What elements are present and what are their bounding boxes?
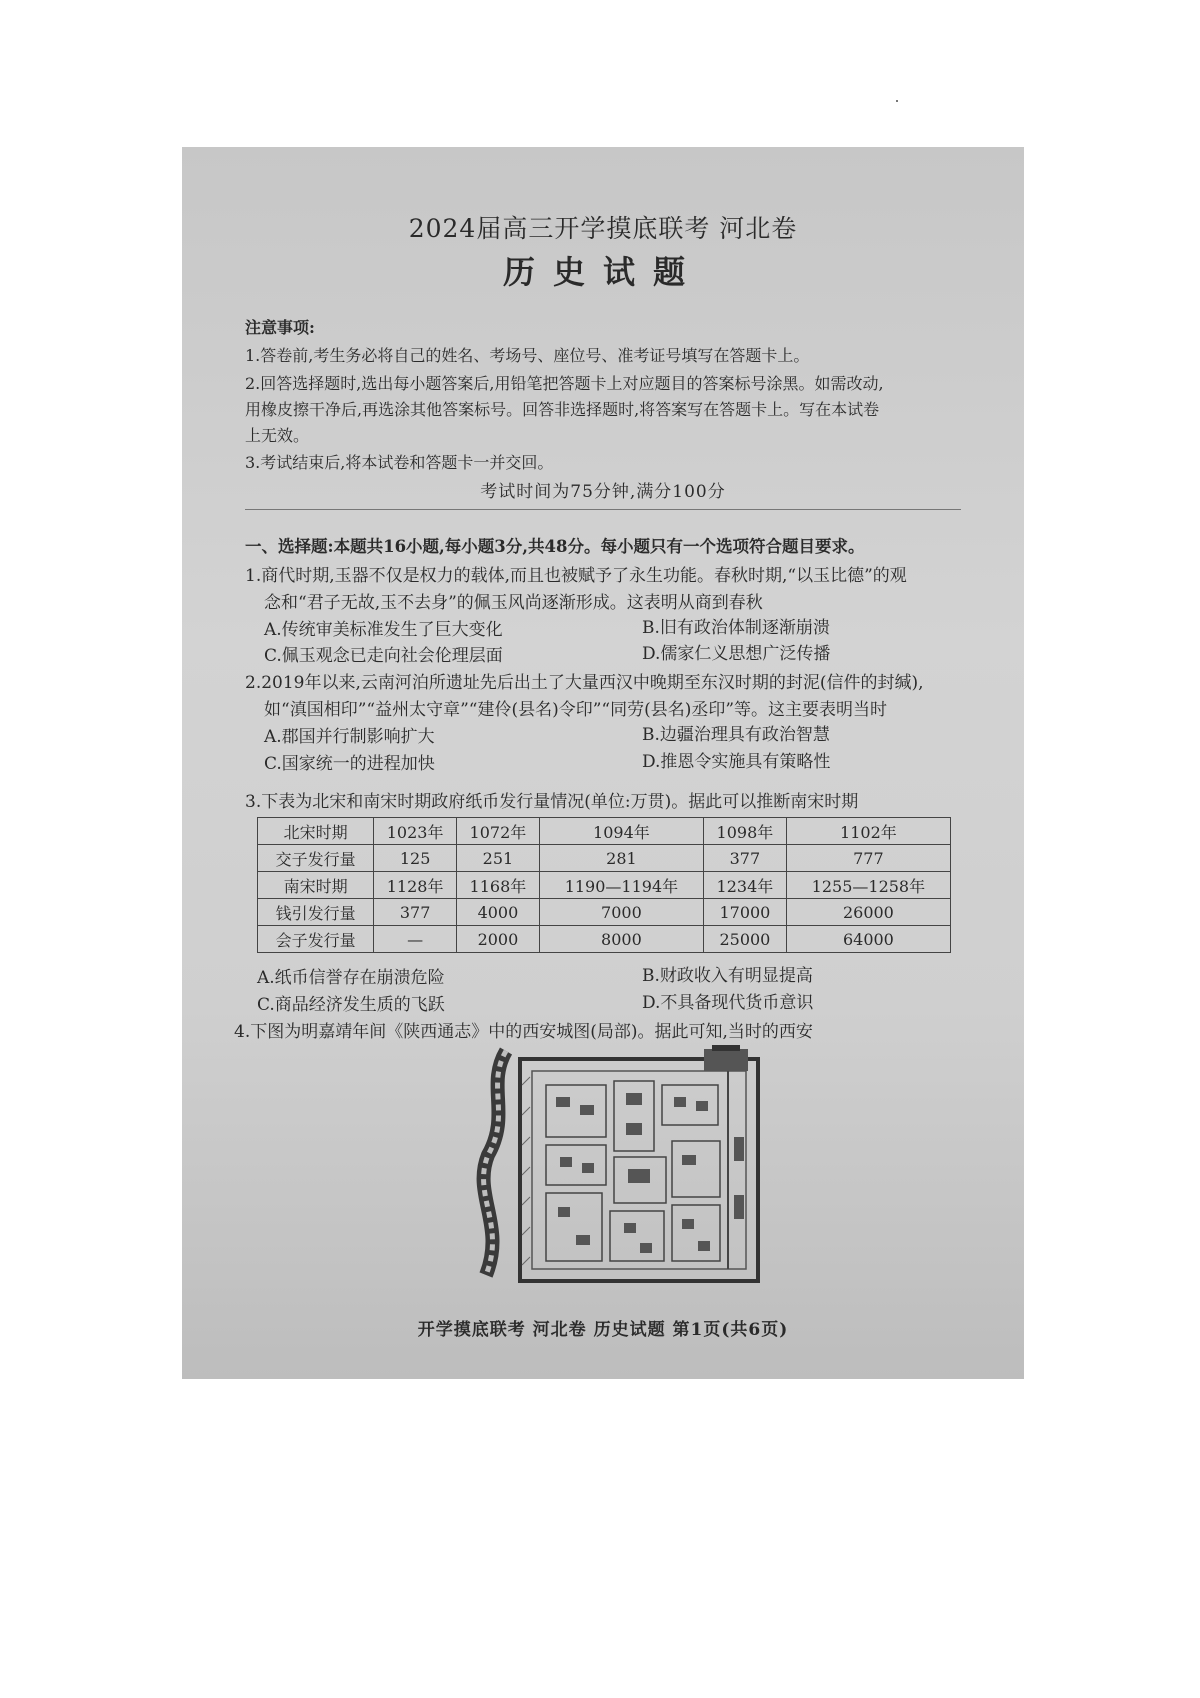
scan-speck — [896, 100, 898, 102]
table-cell: 交子发行量 — [258, 845, 374, 872]
table-cell: 北宋时期 — [258, 818, 374, 845]
question-2-option-a: A.郡国并行制影响扩大 — [264, 727, 435, 747]
table-cell: 1072年 — [457, 818, 540, 845]
paper-money-table — [257, 817, 951, 953]
section-heading: 一、选择题:本题共16小题,每小题3分,共48分。每小题只有一个选项符合题目要求。 — [245, 537, 865, 556]
subject-title: 历史试题 — [502, 253, 703, 291]
table-cell: 64000 — [786, 926, 950, 953]
table-cell: 4000 — [457, 899, 540, 926]
table-cell: 377 — [704, 845, 787, 872]
table-cell: 777 — [786, 845, 950, 872]
table-cell: 1168年 — [457, 872, 540, 899]
table-cell: 17000 — [704, 899, 787, 926]
question-2-line: 如“滇国相印”“益州太守章”“建伶(县名)令印”“同劳(县名)丞印”等。这主要表明当时 — [264, 700, 888, 720]
question-1-option-b: B.旧有政治体制逐渐崩溃 — [642, 618, 830, 638]
notes-title: 注意事项: — [245, 318, 315, 337]
table-row — [258, 872, 951, 899]
table-cell: 25000 — [704, 926, 787, 953]
note-line: 2.回答选择题时,选出每小题答案后,用铅笔把答题卡上对应题目的答案标号涂黑。如需改动, — [245, 374, 884, 393]
question-4-line: 4.下图为明嘉靖年间《陕西通志》中的西安城图(局部)。据此可知,当时的西安 — [234, 1022, 813, 1042]
question-2-option-c: C.国家统一的进程加快 — [264, 754, 435, 774]
table-cell: 会子发行量 — [258, 926, 374, 953]
table-cell: 南宋时期 — [258, 872, 374, 899]
table-cell: 377 — [374, 899, 457, 926]
table-row — [258, 845, 951, 872]
question-3-option-c: C.商品经济发生质的飞跃 — [257, 995, 445, 1015]
question-3-option-a: A.纸币信誉存在崩溃危险 — [257, 968, 445, 988]
question-3-option-b: B.财政收入有明显提高 — [642, 966, 813, 986]
question-3-option-d: D.不具备现代货币意识 — [642, 993, 814, 1013]
table-cell: 1023年 — [374, 818, 457, 845]
table-cell: — — [374, 926, 457, 953]
table-cell: 1255—1258年 — [786, 872, 950, 899]
table-cell: 1234年 — [704, 872, 787, 899]
question-1-option-a: A.传统审美标准发生了巨大变化 — [264, 620, 503, 640]
table-row — [258, 899, 951, 926]
table-cell: 281 — [539, 845, 703, 872]
question-2-option-b: B.边疆治理具有政治智慧 — [642, 725, 830, 745]
table-cell: 1102年 — [786, 818, 950, 845]
question-1-option-d: D.儒家仁义思想广泛传播 — [642, 644, 831, 664]
question-1-line: 1.商代时期,玉器不仅是权力的载体,而且也被赋予了永生功能。春秋时期,“以玉比德”的观 — [245, 566, 907, 586]
page-footer: 开学摸底联考 河北卷 历史试题 第1页(共6页) — [417, 1320, 789, 1340]
table-cell: 26000 — [786, 899, 950, 926]
question-2-line: 2.2019年以来,云南河泊所遗址先后出土了大量西汉中晚期至东汉时期的封泥(信件的封缄), — [245, 673, 924, 693]
table-row — [258, 926, 951, 953]
table-cell: 8000 — [539, 926, 703, 953]
table-cell: 钱引发行量 — [258, 899, 374, 926]
table-cell: 125 — [374, 845, 457, 872]
exam-time-line: 考试时间为75分钟,满分100分 — [480, 482, 726, 502]
table-cell: 1128年 — [374, 872, 457, 899]
table-cell: 1190—1194年 — [539, 872, 703, 899]
question-3-line: 3.下表为北宋和南宋时期政府纸币发行量情况(单位:万贯)。据此可以推断南宋时期 — [245, 792, 859, 812]
xian-city-map-illustration — [476, 1045, 776, 1287]
table-cell: 7000 — [539, 899, 703, 926]
table-cell: 1094年 — [539, 818, 703, 845]
question-2-option-d: D.推恩令实施具有策略性 — [642, 752, 831, 772]
divider — [245, 509, 961, 510]
table-row — [258, 818, 951, 845]
exam-title: 2024届高三开学摸底联考 河北卷 — [408, 214, 798, 243]
note-line: 上无效。 — [245, 426, 310, 445]
table-cell: 251 — [457, 845, 540, 872]
question-1-line: 念和“君子无故,玉不去身”的佩玉风尚逐渐形成。这表明从商到春秋 — [264, 593, 763, 613]
table-cell: 2000 — [457, 926, 540, 953]
note-line: 用橡皮擦干净后,再选涂其他答案标号。回答非选择题时,将答案写在答题卡上。写在本试卷 — [245, 400, 880, 419]
note-line: 3.考试结束后,将本试卷和答题卡一并交回。 — [245, 453, 554, 472]
exam-page — [182, 147, 1024, 1379]
table-cell: 1098年 — [704, 818, 787, 845]
note-line: 1.答卷前,考生务必将自己的姓名、考场号、座位号、准考证号填写在答题卡上。 — [245, 346, 810, 365]
question-1-option-c: C.佩玉观念已走向社会伦理层面 — [264, 646, 503, 666]
